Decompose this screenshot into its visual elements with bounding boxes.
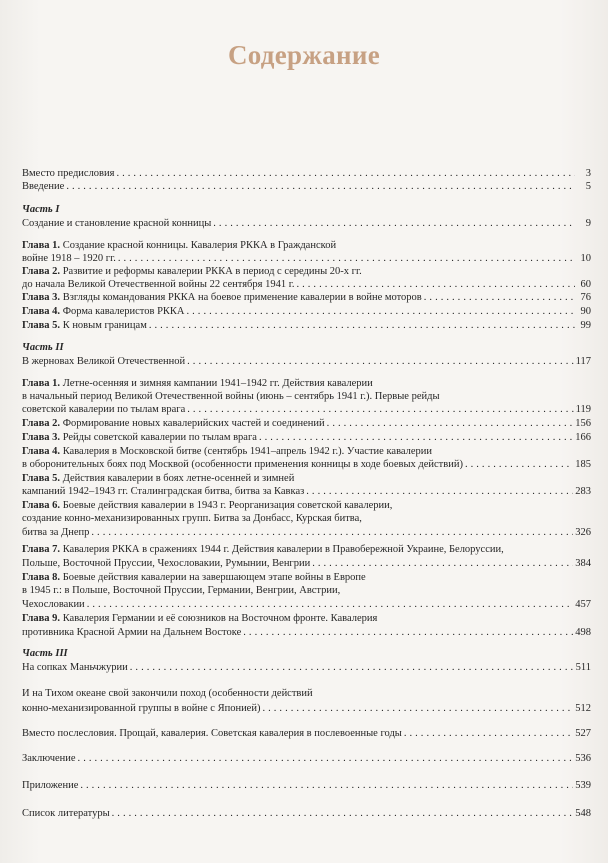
toc-entry-p3-sub-line2[interactable]: конно-механизированной группы в войне с Японией) . . . 512 (22, 703, 591, 715)
toc-entry-p2-ch4-line2[interactable]: в оборонительных боях под Москвой (особенности применения конницы в ходе боевых действий) . . . 185 (22, 459, 591, 471)
toc-entry-conclusion[interactable]: Заключение . . . 536 (22, 753, 591, 765)
toc-entry-p2-ch8-line2[interactable]: в 1945 г.: в Польше, Восточной Пруссии, Германии, Венгрии, Австрии, (22, 585, 341, 596)
toc-entry-p2-ch6-line2[interactable]: создание конно-механизированных групп. Битва за Донбасс, Курская битва, (22, 513, 362, 524)
toc-entry-part-2[interactable]: В жерновах Великой Отечественной . . . 117 (22, 356, 591, 368)
toc-entry-p3-sub-line1[interactable]: И на Тихом океане свой закончили поход (особенности действий (22, 688, 313, 699)
toc-entry-p2-ch5-line2[interactable]: кампаний 1942–1943 гг. Сталинградская битва, битва за Кавказ . . . 283 (22, 486, 591, 498)
toc-entry-p2-ch7-line1[interactable]: Глава 7. Кавалерия РККА в сражениях 1944 г. Действия кавалерии в Правобережной Украине, Белоруссии, (22, 544, 504, 555)
part-3-label: Часть III (22, 648, 68, 659)
toc-entry-bibliography[interactable]: Список литературы . . . 548 (22, 808, 591, 820)
toc-entry-p2-ch4-line1[interactable]: Глава 4. Кавалерия в Московской битве (сентябрь 1941–апрель 1942 г.). Участие кавалерии (22, 446, 433, 457)
toc-entry-p2-ch9-line2[interactable]: противника Красной Армии на Дальнем Востоке . . . 498 (22, 627, 591, 639)
toc-entry-p2-ch6-line1[interactable]: Глава 6. Боевые действия кавалерии в 1943 г. Реорганизация советской кавалерии, (22, 500, 393, 511)
toc-entry-p2-ch9-line1[interactable]: Глава 9. Кавалерия Германии и её союзников на Восточном фронте. Кавалерия (22, 613, 378, 624)
toc-entry-p1-ch5[interactable]: Глава 5. К новым границам . . . 99 (22, 320, 591, 332)
toc-entry-p1-ch1-line1[interactable]: Глава 1. Создание красной конницы. Кавалерия РККА в Гражданской (22, 240, 337, 251)
toc-entry-p1-ch4[interactable]: Глава 4. Форма кавалеристов РККА . . . 90 (22, 306, 591, 318)
toc-entry-p2-ch1-line3[interactable]: советской кавалерии по тылам врага . . . 119 (22, 404, 591, 416)
toc-entry-part-3[interactable]: На сопках Маньчжурии . . . 511 (22, 662, 591, 674)
toc-entry-p1-ch2-line1[interactable]: Глава 2. Развитие и реформы кавалерии РККА в период с середины 20-х гг. (22, 266, 362, 277)
page-title: Содержание (227, 40, 381, 70)
toc-entry-p2-ch5-line1[interactable]: Глава 5. Действия кавалерии в боях летне-осенней и зимней (22, 473, 295, 484)
toc-entry-p2-ch3[interactable]: Глава 3. Рейды советской кавалерии по тылам врага . . . 166 (22, 432, 591, 444)
toc-entry-p2-ch6-line3[interactable]: битва за Днепр . . . 326 (22, 527, 591, 539)
toc-entry-p1-ch2-line2[interactable]: до начала Великой Отечественной войны 22 сентября 1941 г. . . . 60 (22, 279, 591, 291)
toc-entry-p2-ch1-line2[interactable]: в начальный период Великой Отечественной войны (июнь – сентябрь 1941 г.). Первые рейды (22, 391, 440, 402)
toc-entry-p2-ch8-line1[interactable]: Глава 8. Боевые действия кавалерии на завершающем этапе войны в Европе (22, 572, 366, 583)
part-1-label: Часть I (22, 204, 60, 215)
toc-entry-introduction[interactable]: Введение . . . 5 (22, 181, 591, 193)
part-2-label: Часть II (22, 342, 64, 353)
toc-entry-p1-ch1-line2[interactable]: войне 1918 – 1920 гг. . . . 10 (22, 253, 591, 265)
toc-entry-part-1[interactable]: Создание и становление красной конницы . . . 9 (22, 218, 591, 230)
toc-entry-p1-ch3[interactable]: Глава 3. Взгляды командования РККА на боевое применение кавалерии в войне моторов . . . 76 (22, 292, 591, 304)
toc-entry-appendix[interactable]: Приложение . . . 539 (22, 780, 591, 792)
toc-entry-p2-ch8-line3[interactable]: Чехословакии . . . 457 (22, 599, 591, 611)
toc-entry-p2-ch1-line1[interactable]: Глава 1. Летне-осенняя и зимняя кампании 1941–1942 гг. Действия кавалерии (22, 378, 373, 389)
toc-entry-p2-ch2[interactable]: Глава 2. Формирование новых кавалерийских частей и соединений . . . 156 (22, 418, 591, 430)
toc-entry-preface[interactable]: Вместо предисловия . . . 3 (22, 168, 591, 180)
toc-entry-p2-ch7-line2[interactable]: Польше, Восточной Пруссии, Чехословакии, Румынии, Венгрии . . . 384 (22, 558, 591, 570)
toc-entry-afterword[interactable]: Вместо послесловия. Прощай, кавалерия. Советская кавалерия в послевоенные годы . . . 527 (22, 728, 591, 740)
